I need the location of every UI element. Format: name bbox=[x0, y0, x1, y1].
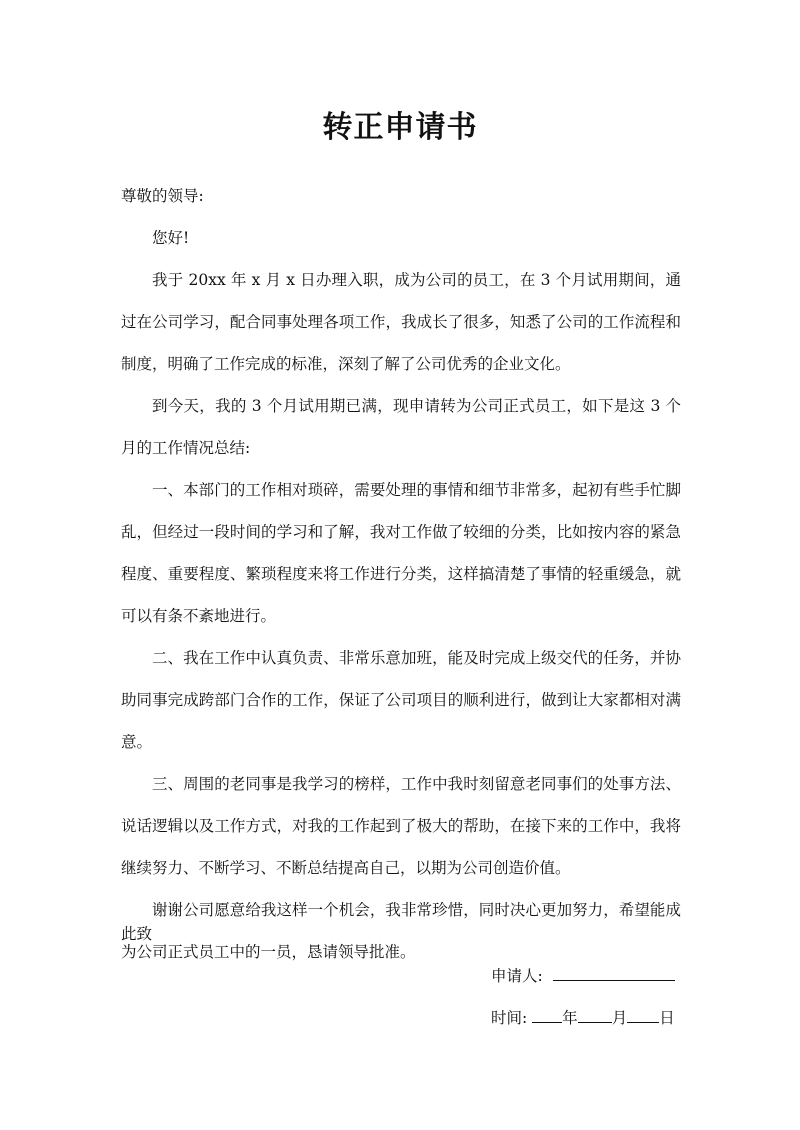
document-title: 转正申请书 bbox=[322, 110, 478, 145]
day-blank bbox=[627, 1007, 659, 1023]
greeting: 您好! bbox=[152, 229, 190, 247]
salutation: 尊敬的领导: bbox=[121, 187, 204, 205]
document-body bbox=[121, 175, 681, 973]
paragraph-point-2: 二、我在工作中认真负责、非常乐意加班，能及时完成上级交代的任务，并协助同事完成跨部门合作的工作，保证了公司项目的顺利进行，做到让大家都相对满意。 bbox=[121, 649, 681, 751]
year-blank bbox=[532, 1007, 562, 1023]
paragraph-intro: 我于 20xx 年 x 月 x 日办理入职，成为公司的员工，在 3 个月试用期间，通过在公司学习，配合同事处理各项工作，我成长了很多，知悉了公司的工作流程和制度，明确了工作完成的标准，深刻了解了公司优秀的企业文化。 bbox=[121, 271, 681, 373]
applicant-label: 申请人: bbox=[491, 967, 543, 985]
paragraph-point-1: 一、本部门的工作相对琐碎，需要处理的事情和细节非常多，起初有些手忙脚乱，但经过一段时间的学习和了解，我对工作做了较细的分类，比如按内容的紧急程度、重要程度、繁琐程度来将工作进行分类，这样搞清楚了事情的轻重缓急，就可以有条不紊地进行。 bbox=[121, 481, 681, 625]
day-label: 日 bbox=[659, 1009, 675, 1027]
month-label: 月 bbox=[611, 1009, 628, 1027]
applicant-row bbox=[491, 955, 675, 997]
year-label: 年 bbox=[562, 1009, 578, 1027]
paragraph-point-3: 三、周围的老同事是我学习的榜样，工作中我时刻留意老同事们的处事方法、说话逻辑以及工作方式，对我的工作起到了极大的帮助，在接下来的工作中，我将继续努力、不断学习、不断总结提高自己，以期为公司创造价值。 bbox=[121, 775, 681, 877]
paragraph-request: 到今天，我的 3 个月试用期已满，现申请转为公司正式员工，如下是这 3 个月的工作情况总结: bbox=[121, 397, 681, 457]
date-label: 时间: bbox=[491, 1009, 528, 1027]
closing: 此致 bbox=[121, 925, 153, 943]
applicant-name-blank bbox=[553, 965, 675, 981]
date-row bbox=[491, 997, 675, 1039]
signature-block bbox=[491, 955, 675, 1039]
paragraph-thanks: 谢谢公司愿意给我这样一个机会，我非常珍惜，同时决心更加努力，希望能成为公司正式员工中的一员，恳请领导批准。 bbox=[121, 901, 681, 961]
month-blank bbox=[578, 1007, 612, 1023]
